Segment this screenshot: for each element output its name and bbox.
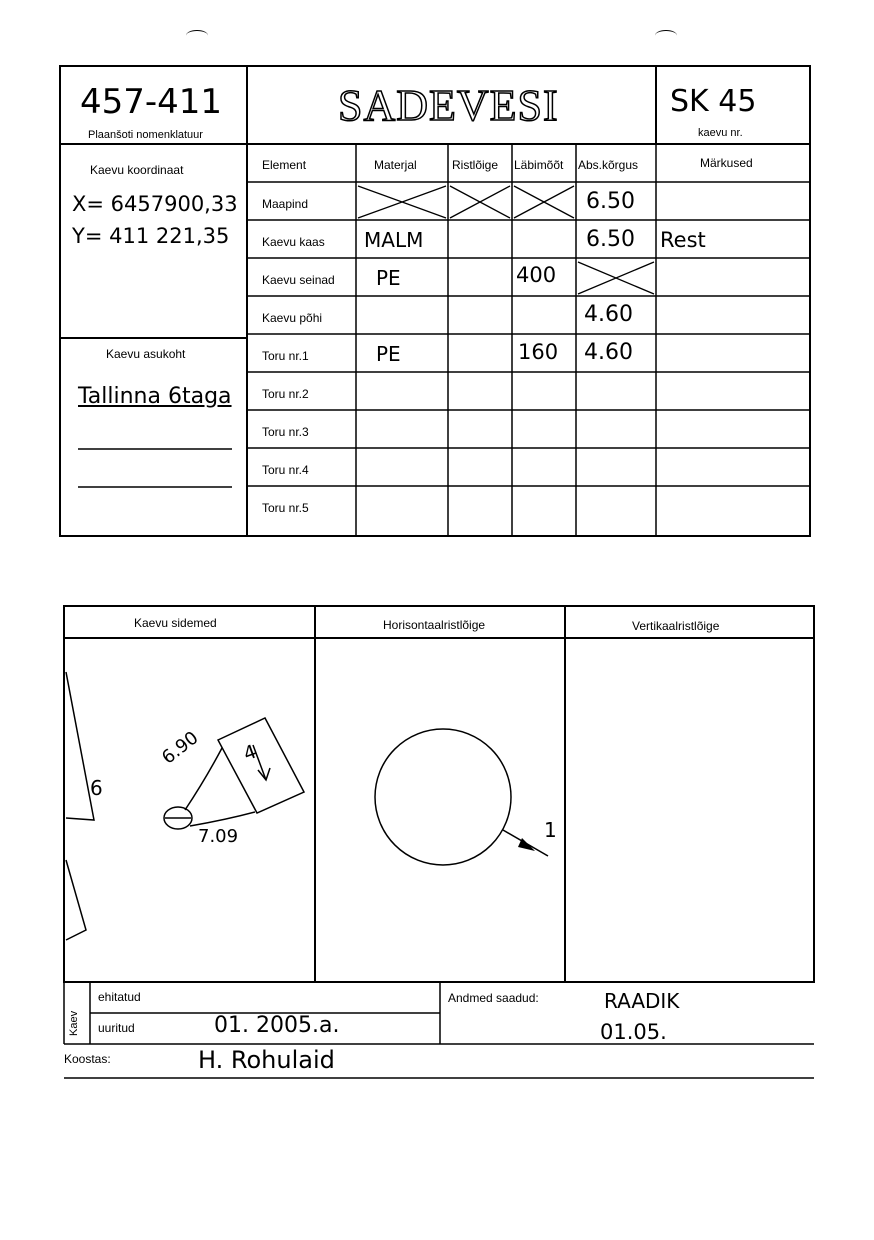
panel-title-horizontal-section: Horisontaalristlõige — [383, 618, 486, 632]
row-element: Toru nr.4 — [262, 463, 309, 477]
coordinate-y: Y= 411 221,35 — [72, 224, 230, 248]
cell-diameter: 400 — [516, 263, 557, 287]
row-element: Kaevu seinad — [262, 273, 335, 287]
panel-title-vertical-section: Vertikaalristlõige — [632, 619, 720, 633]
location-label: Kaevu asukoht — [106, 347, 186, 361]
data-date-value: 01.05. — [600, 1020, 667, 1044]
plan-code: 457-411 — [80, 82, 223, 122]
col-header-section: Ristlõige — [452, 158, 499, 172]
sketch-level-b: 7.09 — [198, 826, 239, 847]
row-element: Toru nr.1 — [262, 349, 309, 363]
composed-label: Koostas: — [64, 1052, 111, 1066]
data-source-value: RAADIK — [604, 989, 680, 1013]
footer-side-label: Kaev — [68, 1010, 80, 1036]
plan-code-label: Plaanšoti nomenklatuur — [88, 129, 203, 141]
cell-abs-height: 4.60 — [584, 302, 633, 327]
cell-material: PE — [376, 342, 401, 366]
inspected-label: uuritud — [98, 1021, 135, 1035]
row-element: Maapind — [262, 197, 309, 211]
pipe-number: 1 — [544, 818, 557, 842]
col-header-notes: Märkused — [700, 156, 753, 170]
cell-material: MALM — [364, 228, 424, 252]
composed-value: H. Rohulaid — [198, 1046, 335, 1074]
built-label: ehitatud — [98, 990, 141, 1004]
row-element: Toru nr.2 — [262, 387, 309, 401]
panel-title-connections: Kaevu sidemed — [134, 616, 217, 630]
cell-abs-height: 6.50 — [586, 189, 635, 214]
inspected-value: 01. 2005.a. — [214, 1013, 340, 1038]
cell-abs-height: 4.60 — [584, 340, 633, 365]
row-element: Kaevu kaas — [262, 235, 325, 249]
row-element: Toru nr.5 — [262, 501, 309, 515]
connection-line-upper — [185, 748, 222, 810]
sketch-arrow-number: 4 — [240, 740, 260, 766]
form-title: SADEVESI — [338, 81, 559, 130]
cell-abs-height: 6.50 — [586, 227, 635, 252]
coordinates-label: Kaevu koordinaat — [90, 163, 184, 177]
row-element: Kaevu põhi — [262, 311, 323, 325]
section-circle — [375, 729, 511, 865]
sketch-building-number: 6 — [90, 776, 103, 800]
coordinate-x: X= 6457900,33 — [72, 192, 238, 216]
well-number-label: kaevu nr. — [698, 127, 743, 139]
building-outline-bottom — [66, 860, 86, 940]
row-element: Toru nr.3 — [262, 425, 309, 439]
well-number: SK 45 — [670, 84, 757, 119]
cell-material: PE — [376, 266, 401, 290]
col-header-abs-height: Abs.kõrgus — [578, 158, 639, 172]
data-source-label: Andmed saadud: — [448, 991, 539, 1005]
cell-notes: Rest — [660, 228, 706, 252]
location-value: Tallinna 6taga — [78, 384, 232, 409]
col-header-material: Materjal — [374, 158, 417, 172]
connection-line-lower — [190, 812, 255, 826]
sketch-level-a: 6.90 — [158, 727, 203, 769]
col-header-element: Element — [262, 158, 307, 172]
cell-diameter: 160 — [518, 340, 559, 364]
col-header-diameter: Läbimõõt — [514, 158, 564, 172]
